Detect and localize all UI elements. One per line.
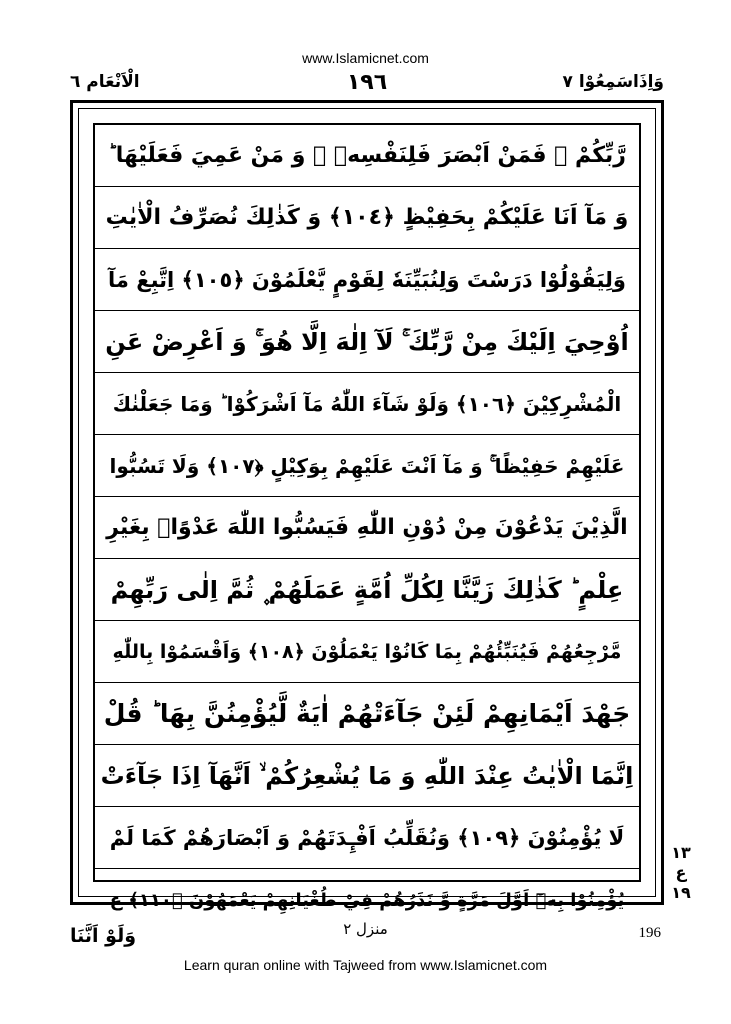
next-page-word: وَلَوْ اَنَّنَا [70, 925, 137, 947]
verse-line: جَهْدَ اَيْمَانِهِمْ لَئِنْ جَآءَتْهُمْ اٰيَةٌ لَّيُؤْمِنُنَّ بِهَا ؕ قُلْ [95, 683, 639, 745]
verse-line: لَا يُؤْمِنُوْنَ ﴿١٠٩﴾ وَنُقَلِّبُ اَفْـِٕدَتَهُمْ وَ اَبْصَارَهُمْ كَمَا لَمْ [95, 807, 639, 869]
ruku-symbol: ع [675, 863, 687, 882]
verse-line: الْمُشْرِكِيْنَ ﴿١٠٦﴾ وَلَوْ شَآءَ اللّٰهُ مَآ اَشْرَكُوْا ؕ وَمَا جَعَلْنٰكَ [95, 373, 639, 435]
verse-line: اِنَّمَا الْاٰيٰتُ عِنْدَ اللّٰهِ وَ مَا يُشْعِرُكُمْ ۙ اَنَّهَآ اِذَا جَآءَتْ [95, 745, 639, 807]
surah-name: الْاَنْعَام ٦ [70, 72, 140, 92]
juz-name: وَاِذَاسَمِعُوْا ٧ [562, 72, 664, 92]
verse-line: يُؤْمِنُوْا بِهٖٓ اَوَّلَ مَرَّةٍ وَّ نَذَرُهُمْ فِيْ طُغْيَانِهِمْ يَعْمَهُوْنَ ﴿١١٠﴾ ع [109, 889, 625, 911]
verse-line: عَلَيْهِمْ حَفِيْظًا ۚ وَ مَآ اَنْتَ عَلَيْهِمْ بِوَكِيْلٍ ﴿١٠٧﴾ وَلَا تَسُبُّوا [95, 435, 639, 497]
manzil-label: منزل ٢ [343, 920, 388, 938]
page-frame [70, 100, 664, 911]
verse-line: وَلِيَقُوْلُوْا دَرَسْتَ وَلِنُبَيِّنَهٗ لِقَوْمٍ يَّعْلَمُوْنَ ﴿١٠٥﴾ اِتَّبِعْ مَآ [95, 249, 639, 311]
ruku-verse-count: ١٩ [671, 883, 691, 902]
verse-line: رَّبِّكُمْ ۚ فَمَنْ اَبْصَرَ فَلِنَفْسِهٖ ۚ وَ مَنْ عَمِيَ فَعَلَيْهَا ؕ [95, 125, 639, 187]
verse-line: مَّرْجِعُهُمْ فَيُنَبِّئُهُمْ بِمَا كَانُوْا يَعْمَلُوْنَ ﴿١٠٨﴾ وَاَقْسَمُوْا بِاللّٰهِ [95, 621, 639, 683]
ruku-marker [666, 843, 696, 903]
page-number: 196 [638, 925, 661, 941]
verse-content [93, 123, 641, 911]
page-header [70, 72, 664, 98]
verse-line: عِلْمٍ ؕ كَذٰلِكَ زَيَّنَّا لِكُلِّ اُمَّةٍ عَمَلَهُمْ ۪ ثُمَّ اِلٰى رَبِّهِمْ [95, 559, 639, 621]
verse-line: وَ مَآ اَنَا عَلَيْكُمْ بِحَفِيْظٍ ﴿١٠٤﴾ وَ كَذٰلِكَ نُصَرِّفُ الْاٰيٰتِ [95, 187, 639, 249]
verse-line: الَّذِيْنَ يَدْعُوْنَ مِنْ دُوْنِ اللّٰهِ فَيَسُبُّوا اللّٰهَ عَدْوًاۢ بِغَيْرِ [95, 497, 639, 559]
ruku-number: ١٣ [671, 843, 691, 862]
footer-tagline: Learn quran online with Tajweed from www.Islamicnet.com [183, 957, 548, 973]
site-url[interactable]: www.Islamicnet.com [302, 50, 429, 66]
verse-line: اُوْحِيَ اِلَيْكَ مِنْ رَّبِّكَ ۚ لَآ اِلٰهَ اِلَّا هُوَ ۚ وَ اَعْرِضْ عَنِ [95, 311, 639, 373]
page-number-arabic: ١٩٦ [346, 70, 388, 95]
